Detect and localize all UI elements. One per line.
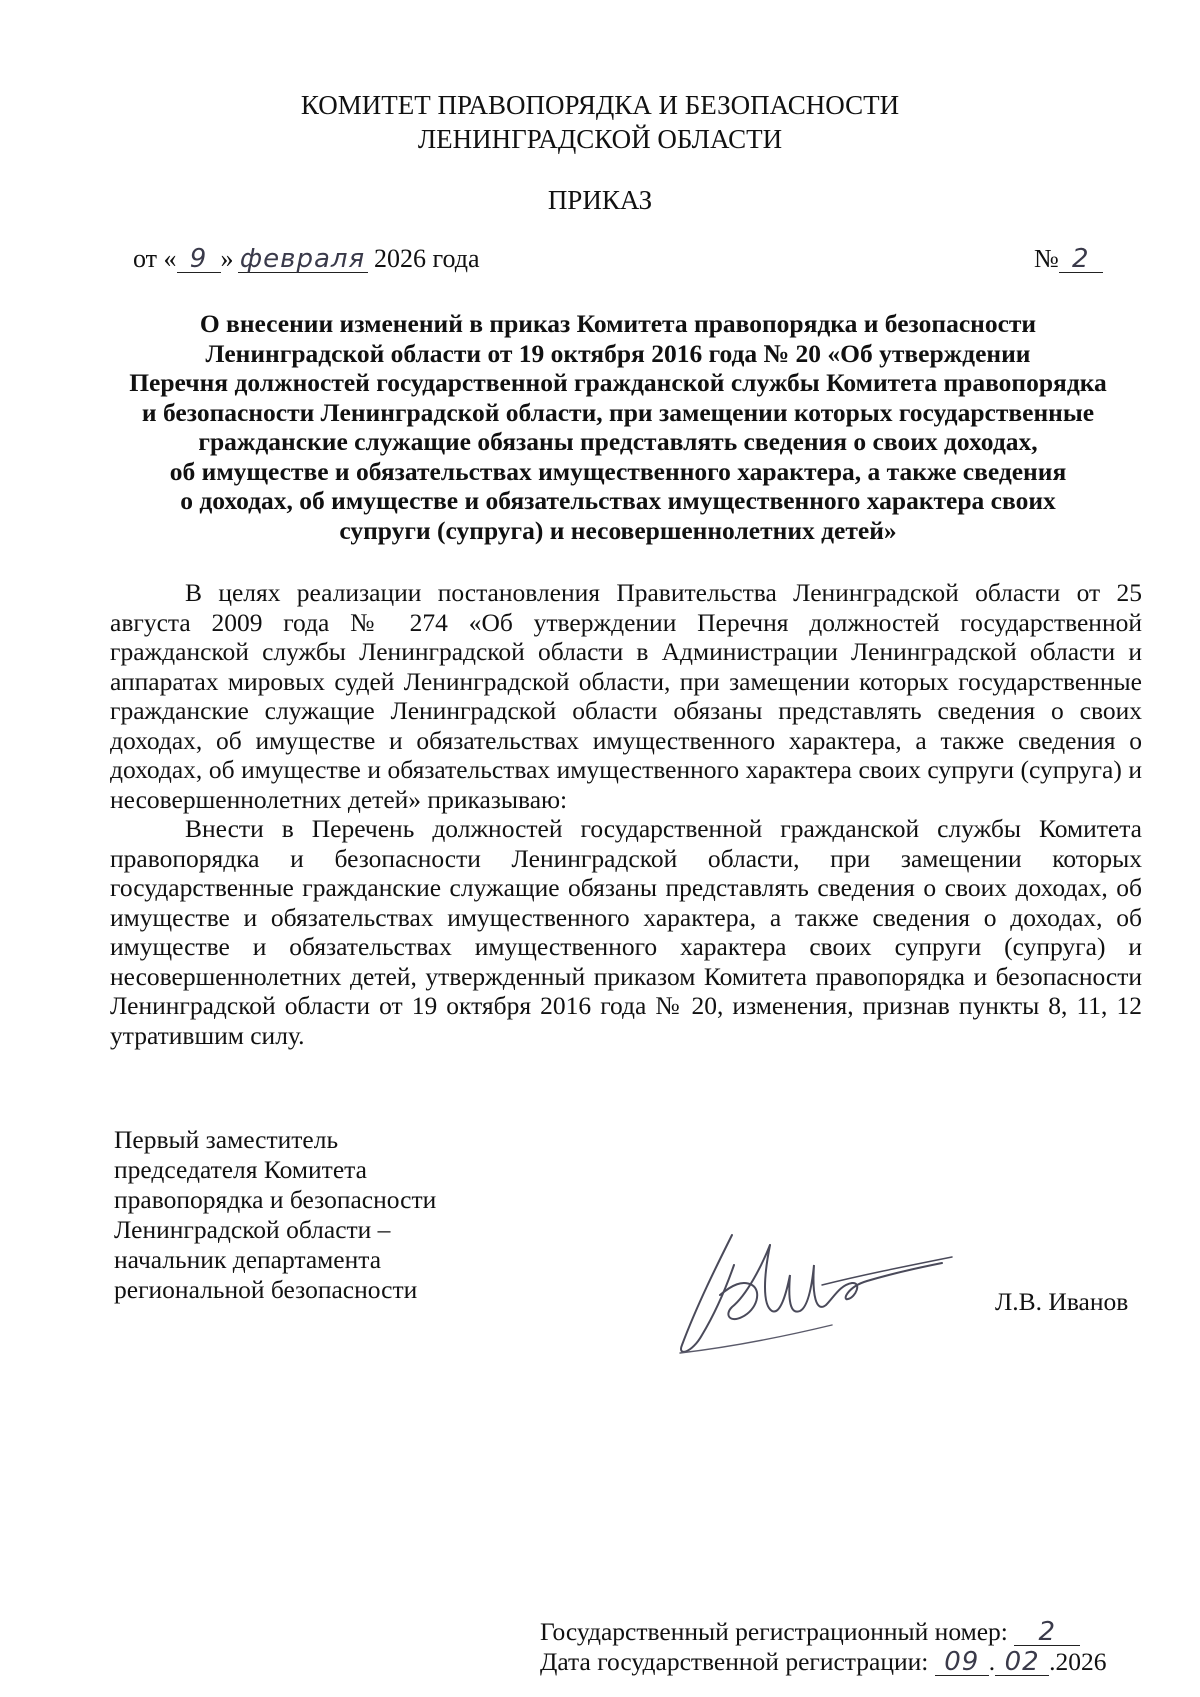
signer-name: Л.В. Иванов [995, 1287, 1129, 1316]
registration-date-day-handwritten: 09 [935, 1649, 989, 1676]
registration-date-month-handwritten: 02 [995, 1649, 1049, 1676]
organization-name-line-2: ЛЕНИНГРАДСКОЙ ОБЛАСТИ [417, 124, 783, 154]
title-line: о доходах, об имуществе и обязательствах имущественного характера своих [180, 486, 1056, 515]
document-title [108, 309, 1128, 545]
registration-number-row [540, 1617, 1106, 1647]
signer-position-line: председателя Комитета [114, 1155, 367, 1184]
date-month-handwritten: февраля [238, 246, 368, 273]
signer-position-line: начальник департамента [114, 1245, 382, 1274]
signer-position [114, 1125, 474, 1305]
document-header [0, 88, 1200, 156]
organization-name-line-1: КОМИТЕТ ПРАВОПОРЯДКА И БЕЗОПАСНОСТИ [300, 90, 900, 120]
order-number-line [1034, 242, 1103, 276]
handwritten-signature-icon [672, 1225, 962, 1365]
date-quote-close: » [220, 244, 234, 273]
registration-date-year: .2026 [1049, 1647, 1107, 1676]
title-line: Перечня должностей государственной гражданской службы Комитета правопорядка [129, 368, 1107, 397]
registration-number-label: Государственный регистрационный номер: [540, 1617, 1008, 1646]
registration-number-handwritten: 2 [1014, 1619, 1080, 1646]
date-day-handwritten: 9 [177, 246, 221, 273]
order-date-line [133, 242, 480, 276]
title-line: и безопасности Ленинградской области, при замещении которых государственные [141, 397, 1095, 427]
title-line: гражданские служащие обязаны представлять сведения о своих доходах, [198, 427, 1038, 456]
body-paragraph-order: Внести в Перечень должностей государственной гражданской службы Комитета правопорядка и безопасности Ленинградской области, при замещении которых государственные гражданские служащие обязаны представлять сведения о своих доходах, об имуществе и обязательствах имущественного характера, а также сведения о доходах, об имуществе и обязательствах имущественного характера своих супруги (супруга) и несовершеннолетних детей, утвержденный приказом Комитета правопорядка и безопасности Ленинградской области от 19 октября 2016 года № 20, изменения, признав пункты 8, 11, 12 утратившим силу. [110, 814, 1142, 1050]
order-type: ПРИКАЗ [547, 185, 653, 215]
body-paragraph-preamble: В целях реализации постановления Правительства Ленинградской области от 25 августа 2009 года № 274 «Об утверждении Перечня должностей государственной гражданской службы Ленинградской области в Администрации Ленинградской области и аппаратах мировых судей Ленинградской области, при замещении которых государственные гражданские служащие Ленинградской области обязаны представлять сведения о своих доходах, об имуществе и обязательствах имущественного характера, а также сведения о доходах, об имуществе и обязательствах имущественного характера своих супруги (супруга) и несовершеннолетних детей» приказываю: [110, 578, 1142, 814]
title-line: супруги (супруга) и несовершеннолетних детей» [339, 515, 897, 545]
title-line: об имуществе и обязательствах имущественного характера, а также сведения [169, 456, 1067, 486]
registration-date-separator: . [988, 1647, 996, 1676]
document-body [110, 578, 1142, 1050]
number-label: № [1034, 244, 1059, 273]
signer-position-line: Ленинградской области – [114, 1215, 391, 1244]
date-year-suffix: 2026 года [374, 244, 480, 273]
title-line: О внесении изменений в приказ Комитета правопорядка и безопасности [199, 309, 1037, 338]
registration-date-label: Дата государственной регистрации: [540, 1647, 929, 1676]
state-registration-block [540, 1617, 1106, 1677]
date-prefix: от « [133, 244, 177, 273]
signer-position-line: правопорядка и безопасности [114, 1185, 437, 1214]
registration-date-row [540, 1647, 1106, 1677]
signer-position-line: Первый заместитель [114, 1125, 339, 1154]
title-line: Ленинградской области от 19 октября 2016 года № 20 «Об утверждении [205, 338, 1031, 368]
signer-position-line: региональной безопасности [114, 1275, 418, 1304]
order-number-handwritten: 2 [1059, 246, 1103, 273]
